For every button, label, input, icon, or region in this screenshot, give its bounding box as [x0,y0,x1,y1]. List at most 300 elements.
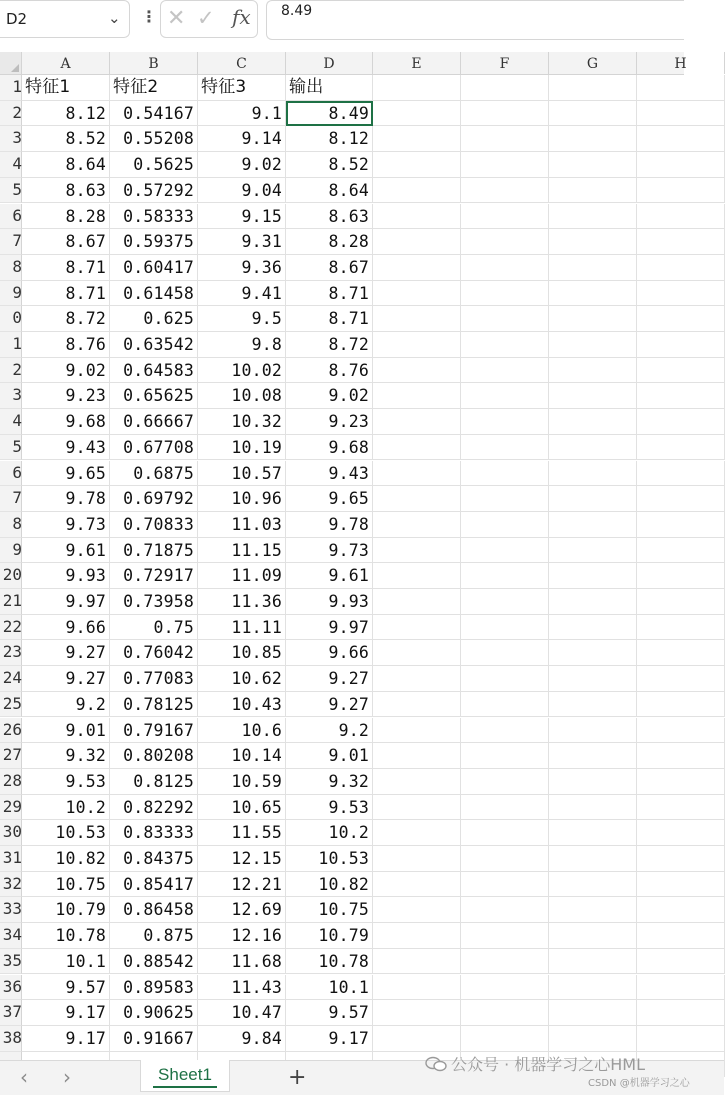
empty-cell[interactable] [373,255,461,281]
empty-cell[interactable] [637,332,725,358]
empty-cell[interactable] [549,820,637,846]
empty-cell[interactable] [461,615,549,641]
data-cell[interactable]: 11.68 [198,949,286,975]
empty-cell[interactable] [637,435,725,461]
data-cell[interactable]: 9.57 [22,975,110,1001]
row-header[interactable] [0,75,22,101]
data-cell[interactable]: 10.14 [198,743,286,769]
empty-cell[interactable] [637,589,725,615]
data-cell[interactable]: 10.82 [286,872,373,898]
empty-cell[interactable] [461,975,549,1001]
empty-cell[interactable] [549,795,637,821]
empty-cell[interactable] [373,743,461,769]
empty-cell[interactable] [637,358,725,384]
empty-cell[interactable] [373,795,461,821]
row-header[interactable] [0,332,22,358]
empty-cell[interactable] [549,563,637,589]
data-cell[interactable]: 8.64 [286,178,373,204]
empty-cell[interactable] [549,358,637,384]
data-cell[interactable]: 10.32 [198,409,286,435]
data-cell[interactable]: 0.76042 [110,640,198,666]
empty-cell[interactable] [549,1026,637,1052]
empty-cell[interactable] [373,769,461,795]
data-cell[interactable]: 9.93 [22,563,110,589]
data-cell[interactable]: 9.32 [286,769,373,795]
column-header-c[interactable]: C [198,52,286,74]
empty-cell[interactable] [461,358,549,384]
data-cell[interactable]: 10.79 [286,923,373,949]
chevron-right-icon[interactable]: › [63,1065,71,1089]
data-cell[interactable]: 8.71 [22,281,110,307]
data-cell[interactable]: 0.58333 [110,204,198,230]
data-cell[interactable]: 0.875 [110,923,198,949]
empty-cell[interactable] [549,101,637,127]
empty-cell[interactable] [637,692,725,718]
empty-cell[interactable] [549,461,637,487]
empty-cell[interactable] [461,563,549,589]
data-cell[interactable]: 9.66 [22,615,110,641]
empty-cell[interactable] [461,949,549,975]
empty-cell[interactable] [637,897,725,923]
empty-cell[interactable] [637,75,725,101]
header-cell[interactable]: 特征1 [22,75,110,101]
empty-cell[interactable] [461,255,549,281]
data-cell[interactable]: 11.15 [198,538,286,564]
data-cell[interactable]: 9.5 [198,306,286,332]
data-cell[interactable]: 0.80208 [110,743,198,769]
row-header[interactable] [0,589,22,615]
row-header[interactable] [0,204,22,230]
empty-cell[interactable] [637,769,725,795]
row-header[interactable] [0,666,22,692]
empty-cell[interactable] [637,666,725,692]
empty-cell[interactable] [549,204,637,230]
data-cell[interactable]: 8.71 [286,306,373,332]
empty-cell[interactable] [461,846,549,872]
column-header-h[interactable]: H [637,52,725,74]
row-header[interactable] [0,923,22,949]
empty-cell[interactable] [549,975,637,1001]
data-cell[interactable]: 0.83333 [110,820,198,846]
data-cell[interactable]: 8.12 [22,101,110,127]
row-header[interactable] [0,1026,22,1052]
empty-cell[interactable] [549,255,637,281]
row-header[interactable] [0,872,22,898]
empty-cell[interactable] [373,332,461,358]
empty-cell[interactable] [637,229,725,255]
empty-cell[interactable] [461,1000,549,1026]
empty-cell[interactable] [637,461,725,487]
data-cell[interactable]: 8.64 [22,152,110,178]
empty-cell[interactable] [373,949,461,975]
row-header[interactable] [0,563,22,589]
data-cell[interactable]: 8.71 [286,281,373,307]
data-cell[interactable]: 8.71 [22,255,110,281]
row-header[interactable] [0,640,22,666]
data-cell[interactable]: 8.67 [22,229,110,255]
empty-cell[interactable] [549,769,637,795]
data-cell[interactable]: 9.14 [198,126,286,152]
data-cell[interactable]: 8.49 [286,101,373,127]
data-cell[interactable]: 0.71875 [110,538,198,564]
column-header-d[interactable]: D [286,52,373,74]
data-cell[interactable]: 0.88542 [110,949,198,975]
data-cell[interactable]: 11.55 [198,820,286,846]
header-cell[interactable]: 特征3 [198,75,286,101]
column-header-b[interactable]: B [110,52,198,74]
empty-cell[interactable] [637,846,725,872]
empty-cell[interactable] [637,204,725,230]
empty-cell[interactable] [373,152,461,178]
empty-cell[interactable] [461,306,549,332]
empty-cell[interactable] [461,486,549,512]
data-cell[interactable]: 9.27 [286,666,373,692]
row-header[interactable] [0,152,22,178]
data-cell[interactable]: 0.59375 [110,229,198,255]
empty-cell[interactable] [461,409,549,435]
empty-cell[interactable] [373,615,461,641]
row-header[interactable] [0,615,22,641]
empty-cell[interactable] [461,75,549,101]
row-header[interactable] [0,846,22,872]
data-cell[interactable]: 8.72 [286,332,373,358]
empty-cell[interactable] [637,743,725,769]
data-cell[interactable]: 9.23 [22,383,110,409]
sheet-tab-sheet1[interactable] [140,1060,230,1092]
data-cell[interactable]: 9.97 [22,589,110,615]
data-cell[interactable]: 0.82292 [110,795,198,821]
empty-cell[interactable] [373,101,461,127]
empty-cell[interactable] [461,538,549,564]
data-cell[interactable]: 10.43 [198,692,286,718]
row-header[interactable] [0,358,22,384]
data-cell[interactable]: 8.76 [286,358,373,384]
data-cell[interactable]: 0.66667 [110,409,198,435]
data-cell[interactable]: 9.8 [198,332,286,358]
data-cell[interactable]: 0.89583 [110,975,198,1001]
chevron-left-icon[interactable]: ‹ [20,1065,28,1089]
empty-cell[interactable] [373,872,461,898]
empty-cell[interactable] [637,615,725,641]
data-cell[interactable]: 9.65 [286,486,373,512]
data-cell[interactable]: 10.1 [22,949,110,975]
row-header[interactable] [0,486,22,512]
data-cell[interactable]: 0.8125 [110,769,198,795]
row-header[interactable] [0,769,22,795]
row-header[interactable] [0,229,22,255]
empty-cell[interactable] [461,872,549,898]
data-cell[interactable]: 9.43 [286,461,373,487]
empty-cell[interactable] [461,820,549,846]
column-header-a[interactable]: A [22,52,110,74]
data-cell[interactable]: 0.73958 [110,589,198,615]
data-cell[interactable]: 9.97 [286,615,373,641]
empty-cell[interactable] [373,512,461,538]
empty-cell[interactable] [373,666,461,692]
data-cell[interactable]: 9.27 [22,640,110,666]
data-cell[interactable]: 10.19 [198,435,286,461]
data-cell[interactable]: 8.28 [286,229,373,255]
empty-cell[interactable] [549,846,637,872]
row-header[interactable] [0,820,22,846]
empty-cell[interactable] [549,743,637,769]
data-cell[interactable]: 0.69792 [110,486,198,512]
row-header[interactable] [0,461,22,487]
fx-icon[interactable]: fx [232,5,251,29]
select-all-corner[interactable] [0,52,22,74]
empty-cell[interactable] [373,589,461,615]
empty-cell[interactable] [549,332,637,358]
empty-cell[interactable] [549,949,637,975]
empty-cell[interactable] [549,486,637,512]
data-cell[interactable]: 9.43 [22,435,110,461]
empty-cell[interactable] [549,409,637,435]
empty-cell[interactable] [461,152,549,178]
row-header[interactable] [0,409,22,435]
data-cell[interactable]: 9.41 [198,281,286,307]
empty-cell[interactable] [549,640,637,666]
data-cell[interactable]: 8.28 [22,204,110,230]
data-cell[interactable]: 9.36 [198,255,286,281]
empty-cell[interactable] [461,640,549,666]
empty-cell[interactable] [373,538,461,564]
empty-cell[interactable] [461,769,549,795]
data-cell[interactable]: 9.27 [286,692,373,718]
row-header[interactable] [0,1000,22,1026]
row-header[interactable] [0,975,22,1001]
data-cell[interactable]: 9.23 [286,409,373,435]
data-cell[interactable]: 0.54167 [110,101,198,127]
empty-cell[interactable] [373,229,461,255]
empty-cell[interactable] [461,795,549,821]
data-cell[interactable]: 11.36 [198,589,286,615]
empty-cell[interactable] [549,281,637,307]
data-cell[interactable]: 11.43 [198,975,286,1001]
row-header[interactable] [0,795,22,821]
empty-cell[interactable] [549,615,637,641]
data-cell[interactable]: 10.59 [198,769,286,795]
data-cell[interactable]: 9.2 [286,718,373,744]
data-cell[interactable]: 9.17 [22,1000,110,1026]
empty-cell[interactable] [461,204,549,230]
empty-cell[interactable] [637,1026,725,1052]
data-cell[interactable]: 9.17 [286,1026,373,1052]
data-cell[interactable]: 9.57 [286,1000,373,1026]
spreadsheet-grid[interactable] [0,52,687,1058]
data-cell[interactable]: 0.625 [110,306,198,332]
row-header[interactable] [0,897,22,923]
close-icon[interactable]: ✕ [167,6,186,31]
empty-cell[interactable] [461,1026,549,1052]
data-cell[interactable]: 0.5625 [110,152,198,178]
data-cell[interactable]: 0.70833 [110,512,198,538]
empty-cell[interactable] [637,949,725,975]
empty-cell[interactable] [637,126,725,152]
data-cell[interactable]: 0.72917 [110,563,198,589]
empty-cell[interactable] [373,846,461,872]
data-cell[interactable]: 10.96 [198,486,286,512]
empty-cell[interactable] [637,563,725,589]
data-cell[interactable]: 10.53 [22,820,110,846]
data-cell[interactable]: 0.60417 [110,255,198,281]
empty-cell[interactable] [461,229,549,255]
empty-cell[interactable] [373,1026,461,1052]
data-cell[interactable]: 0.78125 [110,692,198,718]
empty-cell[interactable] [637,975,725,1001]
empty-cell[interactable] [549,126,637,152]
data-cell[interactable]: 9.27 [22,666,110,692]
empty-cell[interactable] [461,743,549,769]
empty-cell[interactable] [373,923,461,949]
empty-cell[interactable] [373,461,461,487]
empty-cell[interactable] [637,306,725,332]
empty-cell[interactable] [461,692,549,718]
empty-cell[interactable] [637,872,725,898]
empty-cell[interactable] [549,1000,637,1026]
data-cell[interactable]: 9.93 [286,589,373,615]
column-header-e[interactable]: E [373,52,461,74]
empty-cell[interactable] [373,281,461,307]
row-header[interactable] [0,949,22,975]
data-cell[interactable]: 0.65625 [110,383,198,409]
data-cell[interactable]: 9.73 [22,512,110,538]
data-cell[interactable]: 0.86458 [110,897,198,923]
empty-cell[interactable] [461,101,549,127]
empty-cell[interactable] [637,512,725,538]
empty-cell[interactable] [637,255,725,281]
row-header[interactable] [0,306,22,332]
column-header-g[interactable]: G [549,52,637,74]
data-cell[interactable]: 10.57 [198,461,286,487]
row-header[interactable] [0,178,22,204]
empty-cell[interactable] [461,923,549,949]
empty-cell[interactable] [549,435,637,461]
empty-cell[interactable] [373,486,461,512]
data-cell[interactable]: 8.67 [286,255,373,281]
empty-cell[interactable] [549,692,637,718]
empty-cell[interactable] [461,589,549,615]
empty-cell[interactable] [461,461,549,487]
data-cell[interactable]: 12.69 [198,897,286,923]
data-cell[interactable]: 8.52 [286,152,373,178]
row-header[interactable] [0,281,22,307]
empty-cell[interactable] [549,383,637,409]
empty-cell[interactable] [637,486,725,512]
empty-cell[interactable] [461,383,549,409]
empty-cell[interactable] [461,666,549,692]
row-header[interactable] [0,255,22,281]
data-cell[interactable]: 8.76 [22,332,110,358]
empty-cell[interactable] [549,178,637,204]
data-cell[interactable]: 9.17 [22,1026,110,1052]
data-cell[interactable]: 12.16 [198,923,286,949]
more-vertical-icon[interactable]: ⋮ [141,7,157,26]
data-cell[interactable]: 9.02 [198,152,286,178]
data-cell[interactable]: 11.09 [198,563,286,589]
data-cell[interactable]: 9.78 [22,486,110,512]
data-cell[interactable]: 10.1 [286,975,373,1001]
empty-cell[interactable] [373,692,461,718]
empty-cell[interactable] [461,178,549,204]
data-cell[interactable]: 10.78 [22,923,110,949]
data-cell[interactable]: 10.65 [198,795,286,821]
column-header-f[interactable]: F [461,52,549,74]
data-cell[interactable]: 10.78 [286,949,373,975]
empty-cell[interactable] [373,897,461,923]
empty-cell[interactable] [373,126,461,152]
check-icon[interactable]: ✓ [197,6,215,30]
empty-cell[interactable] [373,435,461,461]
empty-cell[interactable] [637,152,725,178]
empty-cell[interactable] [637,409,725,435]
row-header[interactable] [0,126,22,152]
data-cell[interactable]: 0.63542 [110,332,198,358]
empty-cell[interactable] [461,718,549,744]
empty-cell[interactable] [637,795,725,821]
data-cell[interactable]: 10.53 [286,846,373,872]
empty-cell[interactable] [461,126,549,152]
row-header[interactable] [0,512,22,538]
empty-cell[interactable] [549,75,637,101]
data-cell[interactable]: 10.85 [198,640,286,666]
data-cell[interactable]: 9.01 [22,718,110,744]
empty-cell[interactable] [373,563,461,589]
empty-cell[interactable] [549,538,637,564]
name-box[interactable] [0,0,130,38]
data-cell[interactable]: 12.21 [198,872,286,898]
data-cell[interactable]: 9.01 [286,743,373,769]
chevron-down-icon[interactable]: ⌄ [108,9,121,27]
data-cell[interactable]: 11.11 [198,615,286,641]
empty-cell[interactable] [373,306,461,332]
data-cell[interactable]: 0.61458 [110,281,198,307]
data-cell[interactable]: 10.2 [286,820,373,846]
data-cell[interactable]: 12.15 [198,846,286,872]
empty-cell[interactable] [373,409,461,435]
empty-cell[interactable] [373,204,461,230]
empty-cell[interactable] [373,358,461,384]
data-cell[interactable]: 9.1 [198,101,286,127]
data-cell[interactable]: 10.6 [198,718,286,744]
data-cell[interactable]: 9.65 [22,461,110,487]
data-cell[interactable]: 9.84 [198,1026,286,1052]
data-cell[interactable]: 0.64583 [110,358,198,384]
empty-cell[interactable] [637,178,725,204]
empty-cell[interactable] [549,718,637,744]
row-header[interactable] [0,383,22,409]
empty-cell[interactable] [373,718,461,744]
empty-cell[interactable] [637,640,725,666]
row-header[interactable] [0,718,22,744]
data-cell[interactable]: 9.66 [286,640,373,666]
data-cell[interactable]: 0.6875 [110,461,198,487]
data-cell[interactable]: 10.62 [198,666,286,692]
data-cell[interactable]: 9.32 [22,743,110,769]
empty-cell[interactable] [549,589,637,615]
empty-cell[interactable] [373,383,461,409]
empty-cell[interactable] [373,975,461,1001]
row-header[interactable] [0,538,22,564]
data-cell[interactable]: 9.02 [22,358,110,384]
data-cell[interactable]: 9.73 [286,538,373,564]
data-cell[interactable]: 9.02 [286,383,373,409]
empty-cell[interactable] [461,435,549,461]
empty-cell[interactable] [637,718,725,744]
data-cell[interactable]: 11.03 [198,512,286,538]
data-cell[interactable]: 9.68 [22,409,110,435]
data-cell[interactable]: 9.61 [22,538,110,564]
empty-cell[interactable] [461,897,549,923]
